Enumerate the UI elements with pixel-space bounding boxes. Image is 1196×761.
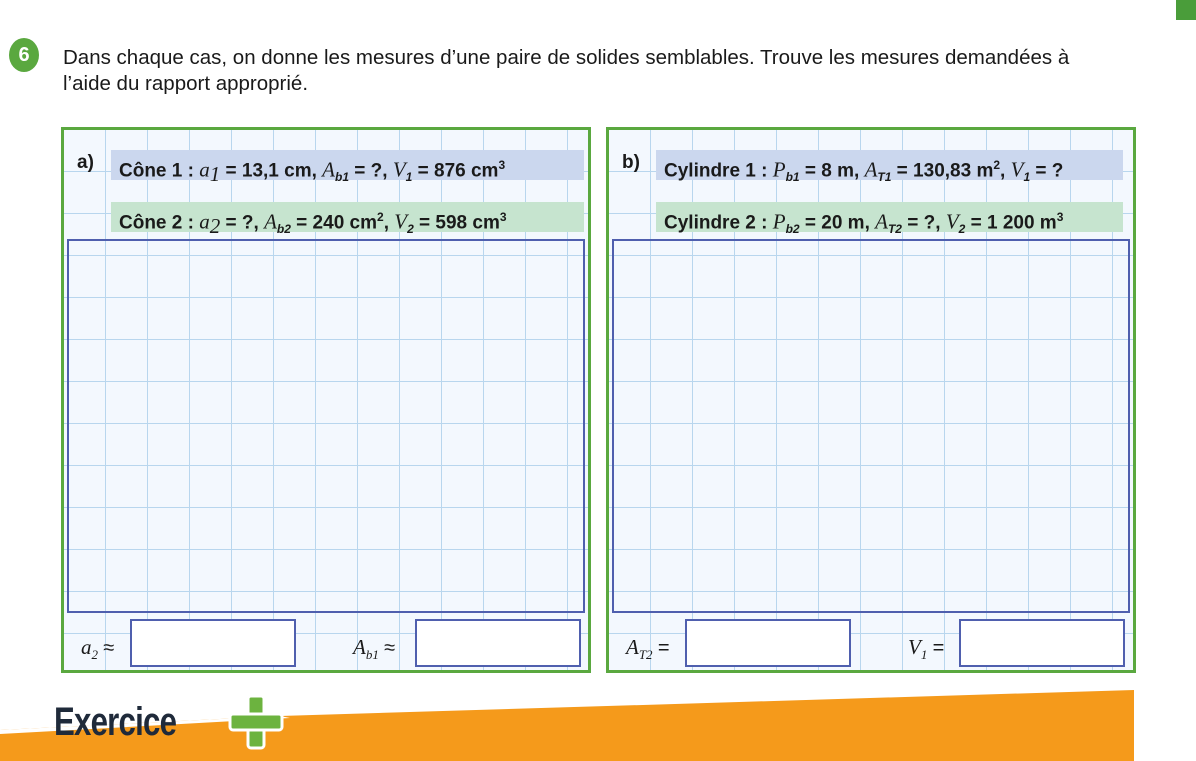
answer-ab1-label [353,635,395,663]
exp: 2 [377,210,384,224]
value: = 8 m, [799,160,865,182]
var-at: A [875,209,888,234]
value: = ?, [220,212,265,234]
var-at: A [864,157,878,182]
part-b-work-area[interactable] [612,239,1130,613]
sub: 1 [405,170,413,185]
answer-v1-input[interactable] [959,619,1125,667]
operator: = [657,637,670,659]
sub: T2 [887,222,902,237]
sep: , [383,212,395,234]
answer-a2-label [81,635,114,663]
var-ab: A [322,157,335,182]
answer-a2-input[interactable] [130,619,296,667]
operator: = [932,637,945,659]
var-v: V [394,209,408,234]
sub: 1 [1023,170,1031,185]
sub: 2 [91,647,98,663]
question-instruction: Dans chaque cas, on donne les mesures d’une paire de solides semblables. Trouve les mesures demandées à l’aide du rapport approprié. [63,46,1070,95]
value: = ? [1030,160,1064,182]
var: V [908,635,921,659]
value: = 20 m, [799,212,876,234]
var-p: P [772,209,786,234]
sep: , [1000,160,1011,182]
exp: 2 [993,158,1001,172]
sub: b1 [365,647,379,663]
part-b-line-2 [656,202,1123,237]
sub: b2 [276,222,291,237]
value: = 240 cm [290,212,377,234]
value: = ?, [349,160,393,182]
sub: T2 [638,647,653,663]
sub: b2 [785,222,800,237]
corner-tab [1176,0,1196,20]
value: = 13,1 cm, [220,160,323,182]
part-b-panel [606,127,1136,673]
value: = 130,83 m [891,160,994,182]
var-a: a [199,209,210,234]
answer-ab1-input[interactable] [415,619,581,667]
value: = ?, [901,212,946,234]
sub: 2 [958,222,966,237]
var: a [81,635,92,659]
var-v: V [1010,157,1024,182]
solid-name: Cône 2 : [119,212,194,234]
var-a: a [199,157,210,182]
question-number: 6 [18,43,30,66]
var-ab: A [264,209,277,234]
value: = 598 cm [413,212,500,234]
sub: 2 [407,222,414,237]
operator: ≈ [103,637,115,659]
operator: ≈ [384,637,396,659]
part-a-label: a) [77,152,94,173]
solid-name: Cylindre 2 : [664,212,768,234]
exp: 3 [498,158,506,172]
sub: b1 [785,170,800,185]
sub: 1 [920,647,928,663]
exp: 3 [1056,210,1064,224]
solid-name: Cône 1 : [119,160,194,182]
sub: 1 [209,162,221,187]
sub: b1 [335,170,350,185]
answer-at2-input[interactable] [685,619,851,667]
solid-name: Cylindre 1 : [664,160,768,182]
plus-icon [227,693,285,751]
part-b-label: b) [622,152,640,173]
part-a-line-1 [111,150,584,187]
part-a-work-area[interactable] [67,239,585,613]
value: = 876 cm [412,160,499,182]
value: = 1 200 m [965,212,1057,234]
sub: T1 [877,170,892,185]
question-number-badge [9,38,39,72]
var: A [353,635,366,659]
var: A [626,635,639,659]
exercice-title: Exercice [54,700,177,744]
part-a-panel [61,127,591,673]
var-v: V [392,157,406,182]
sub: 2 [209,214,221,239]
answer-at2-label [626,635,670,663]
part-b-line-1 [656,150,1123,185]
part-a-line-2 [111,202,584,239]
exp: 3 [499,210,507,224]
answer-v1-label [908,635,944,663]
var-v: V [945,209,959,234]
var-p: P [772,157,786,182]
